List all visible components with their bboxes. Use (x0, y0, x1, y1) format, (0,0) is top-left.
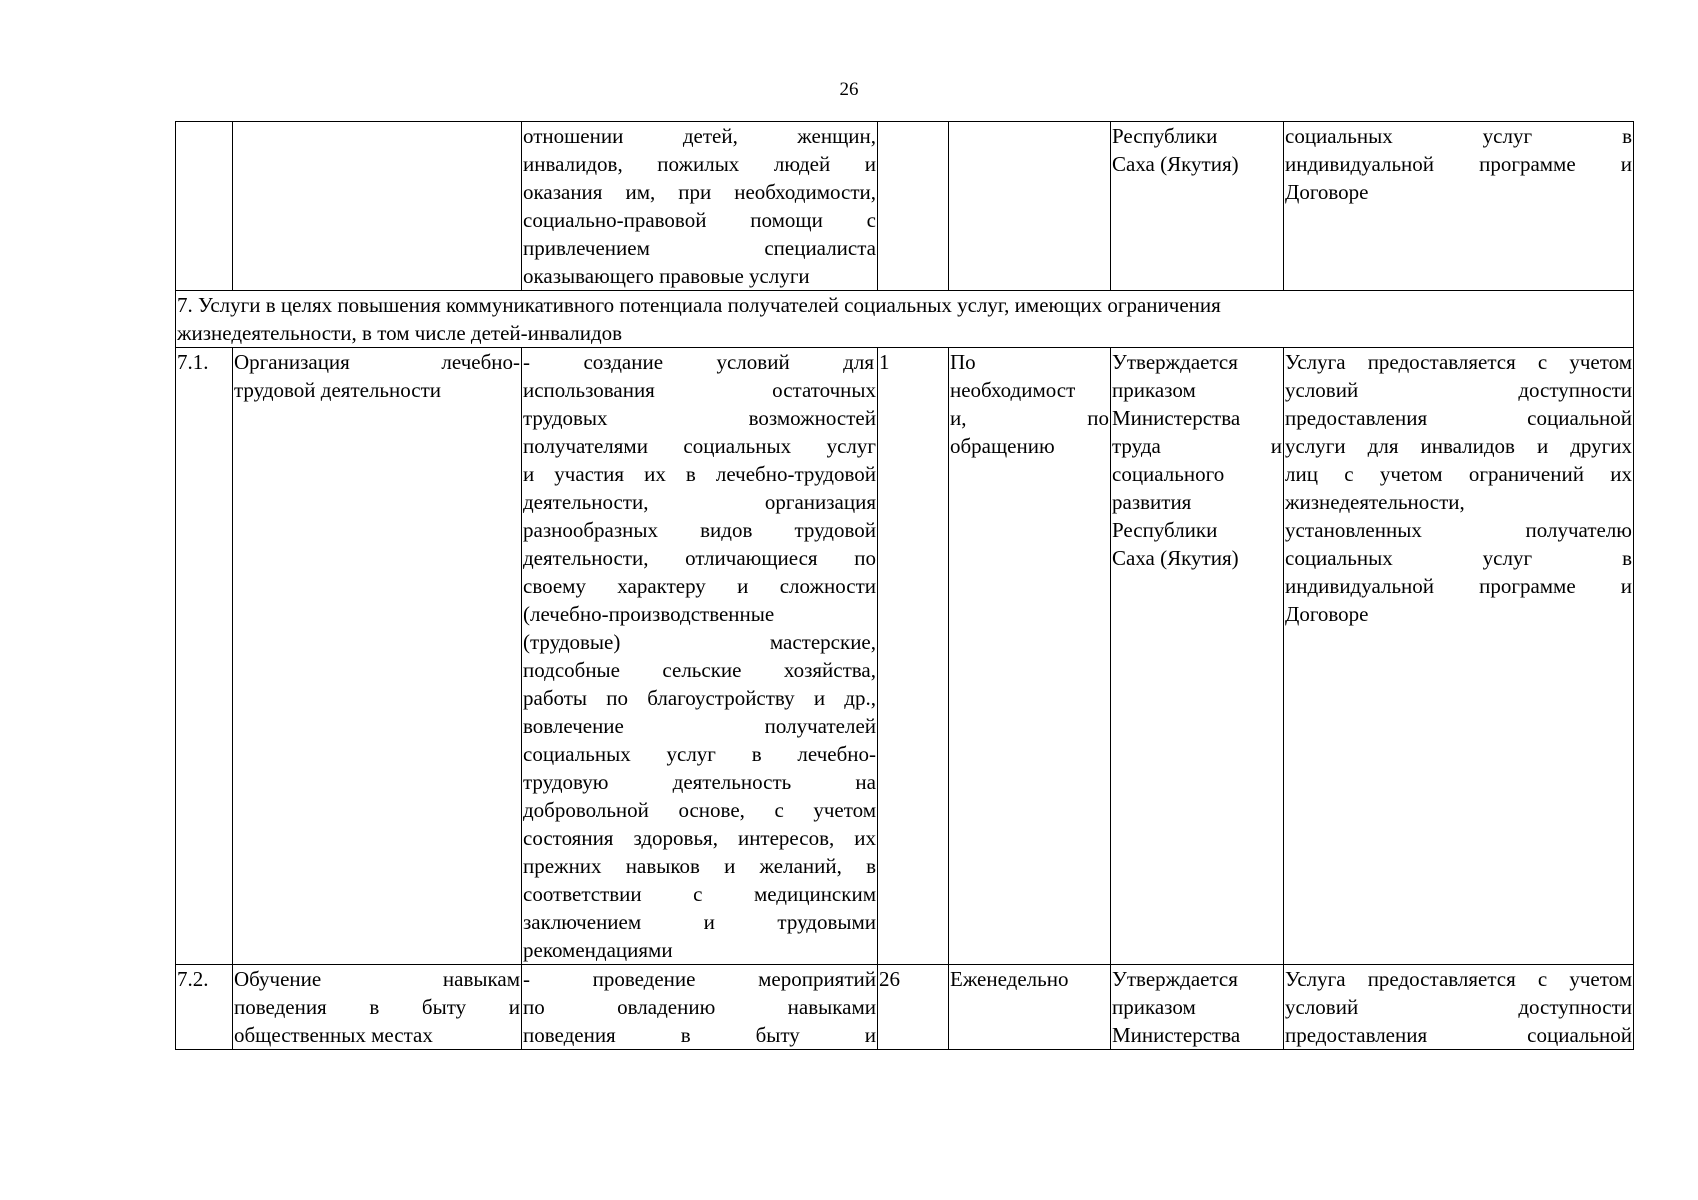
cell-approval: Утверждается приказом Министерства труда и социального развития Республики Саха (Якутия) (1111, 348, 1284, 965)
cell-num (176, 122, 233, 291)
cell-conditions: социальных услуг в индивидуальной программе и Договоре (1284, 122, 1634, 291)
cell-frequency: Еженедельно (949, 965, 1111, 1050)
cell-frequency (949, 122, 1111, 291)
table-row-continuation (176, 122, 1634, 291)
cell-conditions: Услуга предоставляется с учетом условий доступности предоставления социальной услуги для инвалидов и других лиц с учетом ограничений их жизнедеятельности, установленных получателю социальных услуг в индивидуальной программе и Договоре (1284, 348, 1634, 965)
cell-approval: Утверждается приказом Министерства (1111, 965, 1284, 1050)
cell-conditions: Услуга предоставляется с учетом условий доступности предоставления социальной (1284, 965, 1634, 1050)
table-row-7-2 (176, 965, 1634, 1050)
table-row-7-1 (176, 348, 1634, 965)
cell-name: Организация лечебно- трудовой деятельности (233, 348, 522, 965)
services-table (175, 121, 1634, 1050)
section-title: 7. Услуги в целях повышения коммуникативного потенциала получателей социальных услуг, имеющих ограничения жизнедеятельности, в том числе детей-инвалидов (176, 291, 1634, 348)
cell-content: отношении детей, женщин, инвалидов, пожилых людей и оказания им, при необходимости, социально-правовой помощи с привлечением специалиста оказывающего правовые услуги (522, 122, 878, 291)
cell-name (233, 122, 522, 291)
cell-quantity (878, 122, 949, 291)
cell-approval: Республики Саха (Якутия) (1111, 122, 1284, 291)
cell-content: - создание условий для использования остаточных трудовых возможностей получателями социальных услуг и участия их в лечебно-трудовой деятельности, организация разнообразных видов трудовой деятельности, отличающиеся по своему характеру и сложности (лечебно-производственные (трудовые) мастерские, подсобные сельские хозяйства, работы по благоустройству и др., вовлечение получателей социальных услуг в лечебно- трудовую деятельность на добровольной основе, с учетом состояния здоровья, интересов, их прежних навыков и желаний, в соответствии с медицинским заключением и трудовыми рекомендациями (522, 348, 878, 965)
cell-frequency: По необходимост и, по обращению (949, 348, 1111, 965)
page-number: 26 (839, 79, 859, 100)
cell-quantity: 1 (878, 348, 949, 965)
cell-name: Обучение навыкам поведения в быту и общественных местах (233, 965, 522, 1050)
cell-num: 7.1. (176, 348, 233, 965)
section-heading-row (176, 291, 1634, 348)
cell-quantity: 26 (878, 965, 949, 1050)
cell-num: 7.2. (176, 965, 233, 1050)
cell-content: - проведение мероприятий по овладению навыками поведения в быту и (522, 965, 878, 1050)
